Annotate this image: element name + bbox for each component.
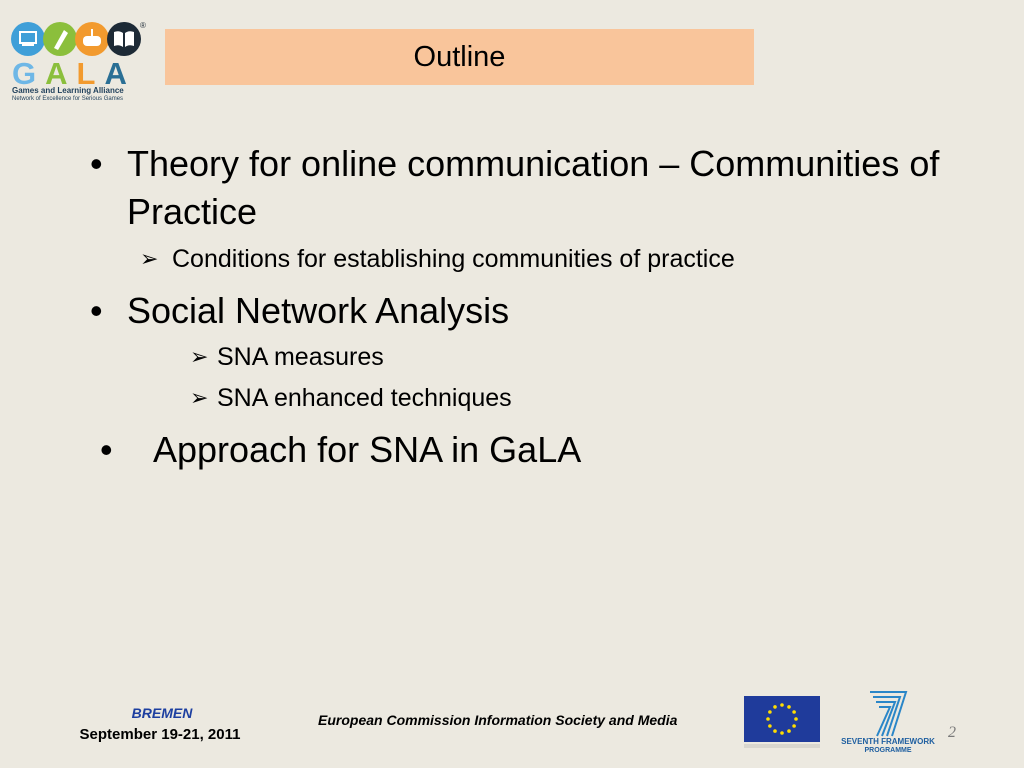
eu-star-icon — [787, 729, 791, 733]
eu-star-icon — [787, 705, 791, 709]
logo-subtitle: Games and Learning Alliance — [12, 86, 124, 95]
gala-logo — [10, 18, 150, 104]
eu-star-icon — [766, 717, 770, 721]
bullet-text: Approach for SNA in GaLA — [153, 429, 582, 470]
gala-logo-icons — [10, 18, 150, 58]
eu-star-icon — [768, 724, 772, 728]
eu-star-icon — [792, 724, 796, 728]
bullet-dot: • — [90, 290, 103, 331]
subbullet-text: SNA measures — [217, 343, 384, 371]
eu-star-icon — [773, 705, 777, 709]
subbullet-text: Conditions for establishing communities of practice — [172, 245, 735, 273]
eu-star-icon — [792, 710, 796, 714]
arrow-bullet-icon: ➢ — [190, 344, 209, 369]
footer-date: September 19-21, 2011 — [79, 726, 241, 743]
footer-city: BREMEN — [131, 705, 193, 721]
subbullet-text: SNA enhanced techniques — [217, 384, 512, 412]
eu-star-icon — [780, 703, 784, 707]
arrow-bullet-icon: ➢ — [140, 246, 159, 271]
gala-wordmark: GALA — [12, 56, 136, 91]
page-number: 2 — [948, 724, 956, 741]
bullet-text: Theory for online communication – Communities of Practice — [127, 143, 940, 232]
fp7-label-line2: PROGRAMME — [864, 747, 912, 754]
registered-mark: ® — [140, 21, 146, 30]
bullet-dot: • — [90, 143, 103, 184]
eu-flag-icon — [744, 696, 820, 750]
eu-star-icon — [768, 710, 772, 714]
eu-star-icon — [780, 731, 784, 735]
eu-star-icon — [773, 729, 777, 733]
footer-organization: European Commission Information Society and Media — [318, 712, 678, 728]
bullet-dot: • — [100, 429, 113, 470]
eu-star-icon — [794, 717, 798, 721]
bullet-text: Social Network Analysis — [127, 290, 510, 331]
slide-title: Outline — [165, 29, 754, 85]
fp7-label-line1: SEVENTH FRAMEWORK — [841, 737, 935, 746]
fp7-logo — [840, 688, 936, 754]
arrow-bullet-icon: ➢ — [190, 385, 209, 410]
logo-tagline: Network of Excellence for Serious Games — [12, 96, 124, 102]
